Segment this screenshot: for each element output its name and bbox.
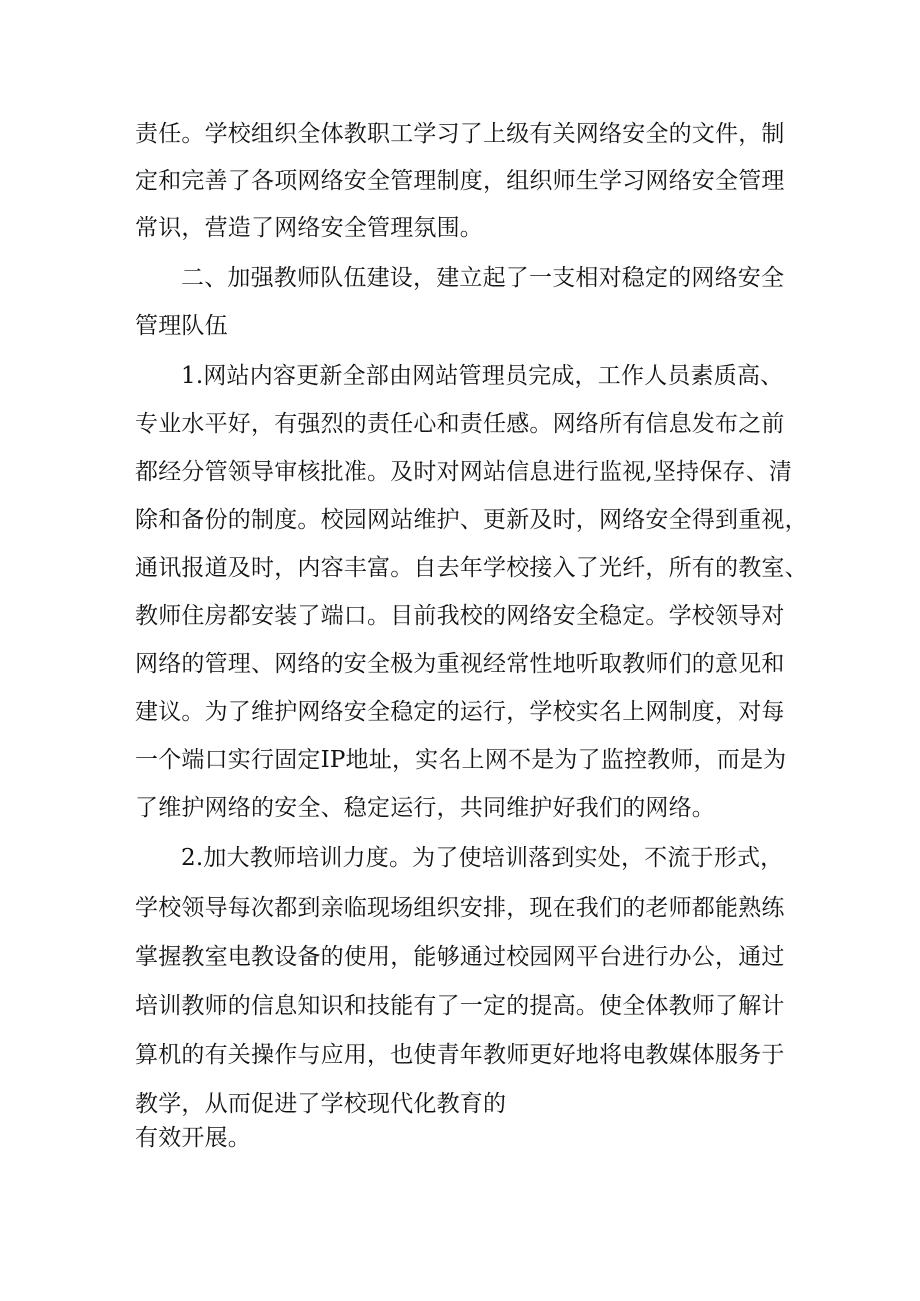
paragraph-line: 责任。学校组织全体教职工学习了上级有关网络安全的文件，制 [135,121,785,147]
paragraph-line: 教学，从而促进了学校现代化教育的 [135,1091,507,1117]
paragraph-line: 定和完善了各项网络安全管理制度，组织师生学习网络安全管理 [135,168,785,194]
paragraph-line: 培训教师的信息知识和技能有了一定的提高。使全体教师了解计 [135,993,785,1019]
paragraph-line: 网络的管理、网络的安全极为重视经常性地听取教师们的意见和 [135,651,785,677]
paragraph-line: 专业水平好，有强烈的责任心和责任感。网络所有信息发布之前 [135,411,785,437]
paragraph-line: 建议。为了维护网络安全稳定的运行，学校实名上网制度，对每 [135,699,785,725]
section-heading-line: 管理队伍 [135,313,228,339]
paragraph-line: 算机的有关操作与应用，也使青年教师更好地将电教媒体服务于 [135,1042,785,1068]
paragraph-line: 教师住房都安装了端口。目前我校的网络安全稳定。学校领导对 [135,603,785,629]
paragraph-line: 除和备份的制度。校园网站维护、更新及时，网络安全得到重视， [135,507,808,533]
paragraph-line: 常识，营造了网络安全管理氛围。 [135,215,483,241]
section-heading-line: 二、加强教师队伍建设，建立起了一支相对稳定的网络安全 [181,265,785,291]
paragraph-line: 通讯报道及时，内容丰富。自去年学校接入了光纤，所有的教室、 [135,555,808,581]
paragraph-line: 了维护网络的安全、稳定运行，共同维护好我们的网络。 [135,795,715,821]
paragraph-line: 1.网站内容更新全部由网站管理员完成，工作人员素质高、 [181,363,784,389]
paragraph-line: 掌握教室电教设备的使用，能够通过校园网平台进行办公，通过 [135,944,785,970]
paragraph-line: 2.加大教师培训力度。为了使培训落到实处，不流于形式， [181,845,784,871]
paragraph-line: 都经分管领导审核批准。及时对网站信息进行监视,坚持保存、清 [135,459,793,485]
paragraph-line: 有效开展。 [135,1125,251,1151]
paragraph-line: 学校领导每次都到亲临现场组织安排，现在我们的老师都能熟练 [135,895,785,921]
paragraph-line: 一个端口实行固定IP地址，实名上网不是为了监控教师，而是为 [135,747,787,773]
